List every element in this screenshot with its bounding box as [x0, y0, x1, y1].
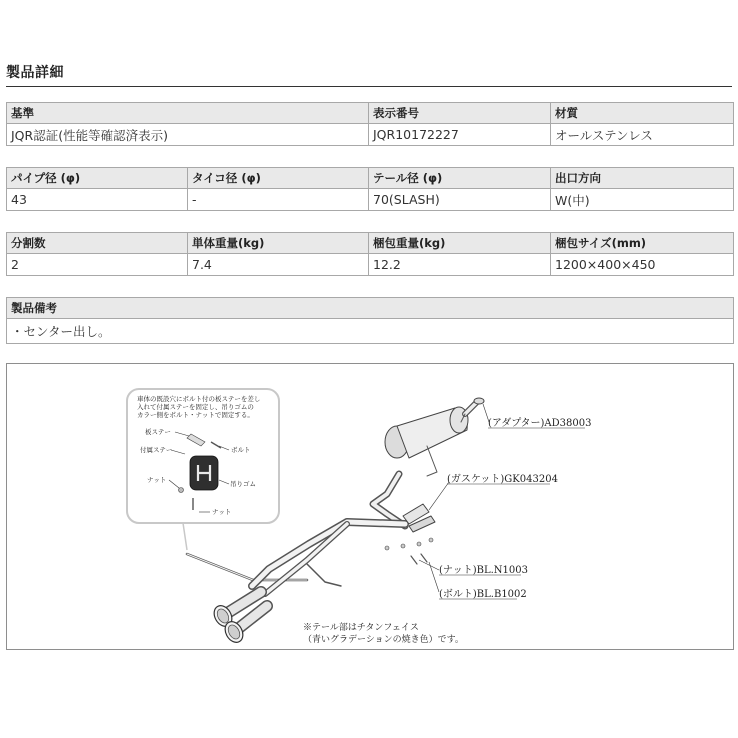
header-unit-weight: 単体重量(kg): [188, 233, 369, 254]
header-display-number: 表示番号: [369, 103, 551, 124]
inset-caption-line3: カラー側をボルト・ナットで固定する。: [137, 411, 254, 419]
cell-standard: JQR認証(性能等確認済表示): [7, 124, 369, 146]
part-label-bolt: (ボルト)BL.B1002: [439, 589, 527, 600]
cell-tail-diameter: 70(SLASH): [369, 189, 551, 211]
section-title: 製品詳細: [6, 65, 64, 81]
inset-label-bolt: ボルト: [231, 446, 251, 454]
inset-label-nut-bottom: ナット: [212, 508, 232, 516]
exhaust-diagram-svg: [7, 364, 733, 649]
tail-note-line2: （青いグラデーションの焼き色）です。: [303, 635, 464, 645]
inset-caption-line2: 入れて付属ステーを固定し、吊りゴムの: [137, 403, 254, 411]
part-label-adapter: (アダプター)AD38003: [488, 418, 592, 429]
tail-note-line1: ※テール部はチタンフェイス: [303, 623, 419, 633]
header-exit-direction: 出口方向: [551, 168, 734, 189]
cell-split-count: 2: [7, 254, 188, 276]
header-package-weight: 梱包重量(kg): [369, 233, 551, 254]
header-material: 材質: [551, 103, 734, 124]
header-pipe-diameter: パイプ径 (φ): [7, 168, 188, 189]
header-tail-diameter: テール径 (φ): [369, 168, 551, 189]
inset-caption-line1: 車体の既設穴にボルト付の板ステーを差し: [137, 395, 261, 403]
inset-label-bracket: 付属ステー: [140, 446, 173, 454]
spec-table-certification: [6, 102, 734, 146]
cell-muffler-diameter: -: [188, 189, 369, 211]
part-label-nut: (ナット)BL.N1003: [439, 565, 528, 576]
part-label-gasket: (ガスケット)GK043204: [447, 474, 558, 485]
spec-table-dimensions: [6, 167, 734, 211]
muffler: [385, 407, 468, 476]
cell-material: オールステンレス: [551, 124, 734, 146]
header-muffler-diameter: タイコ径 (φ): [188, 168, 369, 189]
cell-package-size: 1200×400×450: [551, 254, 734, 276]
product-notes-table: [6, 297, 734, 344]
header-package-size: 梱包サイズ(mm): [551, 233, 734, 254]
inset-label-hanger: 吊りゴム: [230, 480, 256, 488]
cell-exit-direction: W(中): [551, 189, 734, 211]
cell-package-weight: 12.2: [369, 254, 551, 276]
cell-product-notes: ・センター出し。: [7, 319, 734, 344]
cell-unit-weight: 7.4: [188, 254, 369, 276]
exhaust-diagram: [6, 363, 734, 650]
cell-display-number: JQR10172227: [369, 124, 551, 146]
header-split-count: 分割数: [7, 233, 188, 254]
inset-label-plate-stay: 板ステー: [145, 428, 171, 436]
inset-label-nut-left: ナット: [147, 476, 167, 484]
header-standard: 基準: [7, 103, 369, 124]
header-product-notes: 製品備考: [7, 298, 734, 319]
hanger-detail-inset: [127, 389, 279, 550]
tail-pipes: [211, 592, 267, 646]
section-divider: [6, 86, 732, 87]
spec-table-weights: [6, 232, 734, 276]
cell-pipe-diameter: 43: [7, 189, 188, 211]
